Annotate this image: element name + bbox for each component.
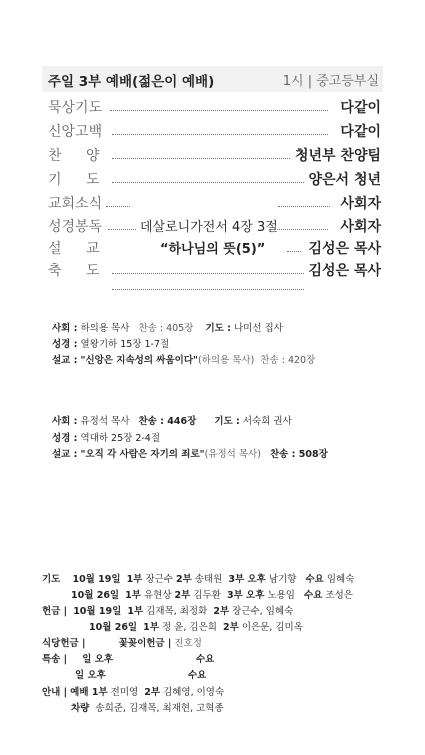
prayer-name: 나미선 집사 xyxy=(233,323,283,334)
sermon: "신앙은 지속성의 싸움이다" xyxy=(80,355,198,366)
order-value: 양은서 청년 xyxy=(308,172,381,188)
order-label: 성경봉독 xyxy=(48,219,103,235)
leader-dots xyxy=(112,158,290,159)
week1-line-3: 설교 : "신앙은 지속성의 싸움이다"(하의용 목사) 찬송 : 420장 xyxy=(52,355,316,366)
scripture-reference: 데살로니가전서 4장 3절 xyxy=(140,220,278,235)
host-name: 하의용 목사 xyxy=(80,323,130,334)
offering-duty-2: 10월 26일 1부 정 윤, 김은희 2부 이은문, 김미옥 xyxy=(89,622,303,633)
leader-dots xyxy=(278,206,330,207)
week2-line-3: 설교 : "오직 각 사람은 자기의 죄로"(유정석 목사) 찬송 : 508장 xyxy=(52,449,328,460)
sermon-hymn: 찬송 : 420장 xyxy=(260,355,316,366)
order-value: 다같이 xyxy=(340,124,381,140)
leader-dots xyxy=(108,229,136,230)
leader-dots xyxy=(106,206,130,207)
leader-dots xyxy=(110,110,328,111)
special-song-2: 일 오후 xyxy=(75,670,106,681)
special-song-2-wed: 수요 xyxy=(188,670,207,681)
order-value: 사회자 xyxy=(340,196,381,212)
week1-line-2: 성경 : 열왕기하 15장 1-7절 xyxy=(52,339,170,350)
order-value: 다같이 xyxy=(340,100,381,116)
leader-dots xyxy=(112,134,328,135)
sermon-hymn: 찬송 : 508장 xyxy=(269,449,328,460)
order-value: 사회자 xyxy=(340,219,381,235)
hymn: 찬송 : 405장 xyxy=(138,323,194,334)
scripture: 역대하 25장 2-4절 xyxy=(80,433,161,444)
host-name: 유정석 목사 xyxy=(80,416,130,427)
leader-dots xyxy=(112,289,304,290)
car-duty: 차량 송희준, 김재목, 최재현, 고혁종 xyxy=(71,703,224,714)
order-value: 김성은 목사 xyxy=(308,241,381,257)
order-label: 기 도 xyxy=(48,172,110,188)
scripture: 열왕기하 15장 1-7절 xyxy=(80,339,170,350)
special-song-1-wed: 수요 xyxy=(196,654,215,665)
service-header xyxy=(42,66,383,92)
order-value: 김성은 목사 xyxy=(308,263,381,279)
order-label: 찬 양 xyxy=(48,148,110,164)
prayer-duty-1: 기도 10월 19일 1부 장근수 2부 송태원 3부 오후 남기향 수요 임혜숙 xyxy=(42,574,355,585)
prayer-name: 서숙희 권사 xyxy=(242,416,292,427)
leader-dots xyxy=(270,229,328,230)
sermon-title: “하나님의 뜻(5)” xyxy=(160,242,266,257)
order-label: 축 도 xyxy=(48,263,110,279)
order-label: 신앙고백 xyxy=(48,124,103,140)
order-label: 교회소식 xyxy=(48,196,103,212)
offering-duty-1: 헌금 | 10월 19일 1부 김재목, 최정화 2부 장근수, 임혜숙 xyxy=(42,606,294,617)
guide-duty: 안내 | 예배 1부 전미영 2부 김혜영, 이영숙 xyxy=(42,687,225,698)
hymn: 찬송 : 446장 xyxy=(138,416,197,427)
service-time-place: 1시 | 중고등부실 xyxy=(282,74,379,89)
service-title: 주일 3부 예배(젊은이 예배) xyxy=(48,74,215,90)
order-label: 설 교 xyxy=(48,241,110,257)
leader-dots xyxy=(112,182,304,183)
week1-line-1: 사회 : 하의용 목사 찬송 : 405장 기도 : 나미선 집사 xyxy=(52,323,283,334)
sermon: "오직 각 사람은 자기의 죄로" xyxy=(80,449,205,460)
special-song-1: 특송 | 일 오후 xyxy=(42,654,114,665)
meal-flower-offering: 식당헌금 | 꽃꽂이헌금 | 진호정 xyxy=(42,638,202,649)
order-label: 묵상기도 xyxy=(48,100,103,116)
prayer-duty-2: 10월 26일 1부 유현상 2부 김두환 3부 오후 노용임 수요 조성은 xyxy=(71,590,353,601)
week2-line-2: 성경 : 역대하 25장 2-4절 xyxy=(52,433,161,444)
week2-line-1: 사회 : 유정석 목사 찬송 : 446장 기도 : 서숙희 권사 xyxy=(52,416,292,427)
leader-dots xyxy=(112,273,304,274)
order-value: 청년부 찬양팀 xyxy=(294,148,381,164)
leader-dots xyxy=(287,251,301,252)
